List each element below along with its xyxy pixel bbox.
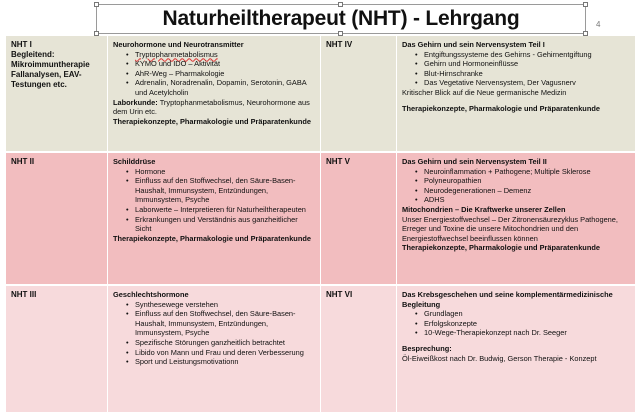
topic-list (402, 309, 630, 338)
course-label: NHT II (11, 157, 35, 166)
topic-item: • Einfluss auf den Stoffwechsel, den Säure-Basen-Haushalt, Immunsystem, Entzündungen, Immunsystem, Psyche (113, 309, 315, 338)
module-subtitle: Mitochondrien – Die Kraftwerke unserer Zellen (402, 204, 566, 214)
topic-item: • 10-Wege-Therapiekonzept nach Dr. Seeger (402, 328, 630, 338)
module-title: Das Krebsgeschehen und seine komplementärmedizinische Begleitung (402, 290, 613, 309)
course-label: NHT I (11, 40, 32, 49)
topic-item: • Gehirn und Hormoneinflüsse (402, 59, 630, 69)
course-label: NHT IV (326, 40, 353, 49)
label-cell-nht-1 (6, 36, 108, 153)
module-footer: Therapiekonzepte, Pharmakologie und Präparatenkunde (113, 116, 311, 126)
module-footer: Therapiekonzepte, Pharmakologie und Präparatenkunde (113, 233, 311, 243)
course-label: NHT III (11, 290, 37, 299)
topic-item: • Grundlagen (402, 309, 630, 319)
topic-item: • Laborwerte – Interpretieren für Naturheiltherapeuten (113, 205, 315, 215)
resize-handle-top[interactable] (338, 2, 343, 7)
topic-item: • Das Vegetative Nervensystem, Der Vagusnerv (402, 78, 630, 88)
topic-item: • Adrenalin, Noradrenalin, Dopamin, Serotonin, GABA und Acetylcholin (113, 78, 315, 97)
topic-item: • Libido von Mann und Frau und deren Verbesserung (113, 348, 315, 358)
course-label: NHT V (326, 157, 350, 166)
module-title: Das Gehirn und sein Nervensystem Teil II (402, 157, 547, 166)
topic-item: • Hormone (113, 167, 315, 177)
module-subtitle: Besprechung: (402, 343, 452, 353)
slide-number: 4 (596, 20, 601, 29)
topic-item: • Tryptophanmetabolismus (113, 50, 315, 60)
content-cell-nht-6 (397, 286, 636, 414)
title-textbox[interactable] (96, 4, 586, 34)
course-label: NHT VI (326, 290, 353, 299)
topic-item: • Erkrankungen und Verständnis aus ganzheitlicher Sicht (113, 215, 315, 234)
module-footer: Therapiekonzepte, Pharmakologie und Präparatenkunde (402, 103, 600, 113)
topic-list (402, 167, 630, 205)
topic-list (113, 300, 315, 367)
module-title: Neurohormone und Neurotransmitter (113, 40, 244, 49)
content-cell-nht-3 (108, 286, 321, 414)
topic-item: • Neuroinflammation + Pathogene; Multiple Sklerose (402, 167, 630, 177)
course-table (6, 36, 636, 414)
module-title: Das Gehirn und sein Nervensystem Teil I (402, 40, 545, 49)
label-cell-nht-3 (6, 286, 108, 414)
label-cell-nht-4 (321, 36, 397, 153)
resize-handle-top-right[interactable] (583, 2, 588, 7)
topic-item: • Synthesewege verstehen (113, 300, 315, 310)
topic-item: • Einfluss auf den Stoffwechsel, den Säure-Basen-Haushalt, Immunsystem, Entzündungen, Immunsystem, Psyche (113, 176, 315, 205)
content-cell-nht-4 (397, 36, 636, 153)
topic-item: • Neurodegenerationen – Demenz (402, 186, 630, 196)
module-text: Kritischer Blick auf die Neue germanische Medizin (402, 87, 567, 97)
lab-note: Laborkunde: Tryptophanmetabolismus, Neurohormone aus dem Urin etc. (113, 97, 310, 117)
topic-list (402, 50, 630, 88)
topic-list (113, 50, 315, 98)
topic-item: • Sport und Leistungsmotivationn (113, 357, 315, 367)
label-cell-nht-2 (6, 153, 108, 286)
topic-item: • Polyneuropathien (402, 176, 630, 186)
slide-title: Naturheiltherapeut (NHT) - Lehrgang (162, 7, 520, 30)
topic-item: • ADHS (402, 195, 630, 205)
topic-item: • Entgiftungssysteme des Gehirns - Gehirnentgiftung (402, 50, 630, 60)
resize-handle-top-left[interactable] (94, 2, 99, 7)
content-cell-nht-5 (397, 153, 636, 286)
topic-list (113, 167, 315, 234)
topic-item: • AhR-Weg – Pharmakologie (113, 69, 315, 79)
module-text: Unser Energiestoffwechsel – Der Zitronensäurezyklus Pathogene, Erreger und Toxine die unsere Mitochondrien und den Energiestoffwechsel beeinflussen können (402, 214, 618, 243)
content-cell-nht-1 (108, 36, 321, 153)
course-note: Begleitend: Mikroimmuntherapie Fallanalysen, EAV-Testungen etc. (11, 50, 90, 89)
topic-item: • Spezifische Störungen ganzheitlich betrachtet (113, 338, 315, 348)
topic-item: • Blut-Hirnschranke (402, 69, 630, 79)
module-title: Geschlechtshormone (113, 290, 189, 299)
module-text: Öl-Eiweißkost nach Dr. Budwig, Gerson Therapie - Konzept (402, 353, 597, 363)
label-cell-nht-6 (321, 286, 397, 414)
module-footer: Therapiekonzepte, Pharmakologie und Präparatenkunde (402, 243, 600, 253)
content-cell-nht-2 (108, 153, 321, 286)
label-cell-nht-5 (321, 153, 397, 286)
topic-item: • Erfolgskonzepte (402, 319, 630, 329)
module-title: Schilddrüse (113, 157, 156, 166)
topic-item: • KYMO und IDO – Aktivität (113, 59, 315, 69)
